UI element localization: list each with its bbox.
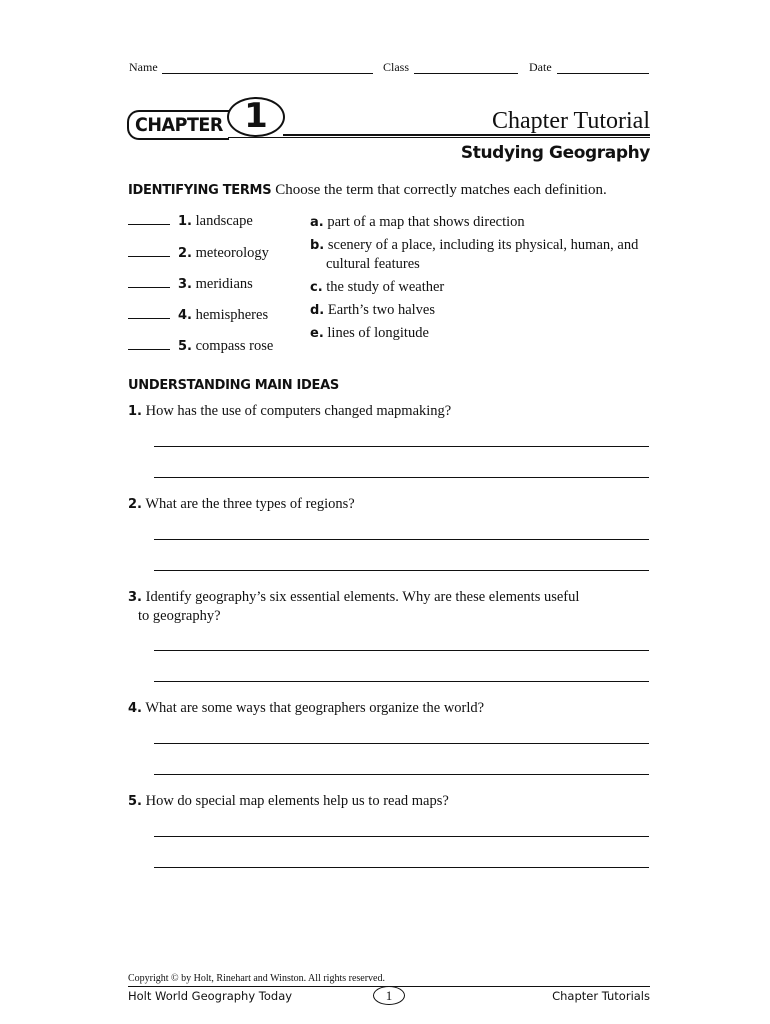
term-number: 1. xyxy=(178,214,192,229)
term-number: 4. xyxy=(178,308,192,323)
class-label: Class xyxy=(383,60,410,74)
answer-blank[interactable] xyxy=(128,318,170,319)
answer-line[interactable] xyxy=(154,681,649,682)
term-text: meteorology xyxy=(195,245,269,261)
question-text: Identify geography’s six essential elements. Why are these elements useful xyxy=(145,589,580,605)
definition-letter: d. xyxy=(310,303,325,318)
definition-text-continued: cultural features xyxy=(326,256,420,272)
name-field[interactable] xyxy=(162,73,373,74)
answer-blank[interactable] xyxy=(128,349,170,350)
term-text: compass rose xyxy=(195,338,274,354)
definition-text: scenery of a place, including its physical, human, and xyxy=(327,237,639,253)
definition-text: lines of longitude xyxy=(327,325,429,341)
date-label: Date xyxy=(529,60,552,74)
answer-line[interactable] xyxy=(154,477,649,478)
identifying-terms-heading xyxy=(128,182,607,199)
footer-book-title: Holt World Geography Today xyxy=(128,989,293,1003)
question-number: 2. xyxy=(128,497,142,512)
definition-letter: a. xyxy=(310,215,324,230)
page-number: 1 xyxy=(373,986,405,1005)
chapter-divider-thin xyxy=(228,137,650,138)
question-item xyxy=(128,402,598,421)
answer-line[interactable] xyxy=(154,539,649,540)
answer-line[interactable] xyxy=(154,743,649,744)
term-item xyxy=(128,245,269,262)
answer-line[interactable] xyxy=(154,867,649,868)
question-text-continued: to geography? xyxy=(138,608,221,624)
definition-letter: b. xyxy=(310,238,325,253)
answer-blank[interactable] xyxy=(128,287,170,288)
term-item xyxy=(128,338,273,355)
term-text: meridians xyxy=(195,276,253,292)
definition-letter: c. xyxy=(310,280,323,295)
definition-text: part of a map that shows direction xyxy=(327,214,525,230)
definition-text: Earth’s two halves xyxy=(327,302,435,318)
identifying-terms-title: IDENTIFYING TERMS xyxy=(128,183,272,198)
chapter-number: 1 xyxy=(244,96,268,136)
answer-blank[interactable] xyxy=(128,224,170,225)
identifying-terms-instruction: Choose the term that correctly matches each definition. xyxy=(275,182,607,198)
answer-line[interactable] xyxy=(154,650,649,651)
term-item xyxy=(128,213,253,230)
answer-blank[interactable] xyxy=(128,256,170,257)
question-number: 3. xyxy=(128,590,142,605)
term-item xyxy=(128,307,268,324)
definition-item xyxy=(310,324,429,343)
term-number: 3. xyxy=(178,277,192,292)
definition-letter: e. xyxy=(310,326,324,341)
question-item xyxy=(128,699,598,718)
question-number: 4. xyxy=(128,701,142,716)
question-text: What are the three types of regions? xyxy=(145,496,355,512)
question-text: What are some ways that geographers organize the world? xyxy=(145,700,485,716)
answer-line[interactable] xyxy=(154,774,649,775)
definition-item xyxy=(310,213,525,232)
definition-text: the study of weather xyxy=(326,279,445,295)
answer-line[interactable] xyxy=(154,570,649,571)
class-field[interactable] xyxy=(414,73,518,74)
question-text: How do special map elements help us to read maps? xyxy=(145,793,449,809)
term-text: landscape xyxy=(195,213,253,229)
chapter-word: CHAPTER xyxy=(135,114,223,136)
date-field[interactable] xyxy=(557,73,649,74)
definition-item xyxy=(310,301,435,320)
definition-item xyxy=(310,278,444,297)
answer-line[interactable] xyxy=(154,446,649,447)
page-subtitle: Studying Geography xyxy=(460,143,650,163)
question-number: 1. xyxy=(128,404,142,419)
question-item xyxy=(128,792,598,811)
term-number: 5. xyxy=(178,339,192,354)
question-text: How has the use of computers changed mapmaking? xyxy=(145,403,452,419)
name-label: Name xyxy=(129,60,158,74)
main-ideas-heading: UNDERSTANDING MAIN IDEAS xyxy=(128,378,339,393)
definition-item xyxy=(310,236,638,274)
footer-section: Chapter Tutorials xyxy=(552,989,650,1003)
answer-line[interactable] xyxy=(154,836,649,837)
question-number: 5. xyxy=(128,794,142,809)
copyright-notice: Copyright © by Holt, Rinehart and Winston. All rights reserved. xyxy=(128,973,385,984)
term-item xyxy=(128,276,253,293)
page-title: Chapter Tutorial xyxy=(491,108,650,134)
student-info-row xyxy=(129,60,649,78)
question-item xyxy=(128,495,598,514)
question-item xyxy=(128,588,598,626)
term-number: 2. xyxy=(178,246,192,261)
term-text: hemispheres xyxy=(195,307,269,323)
